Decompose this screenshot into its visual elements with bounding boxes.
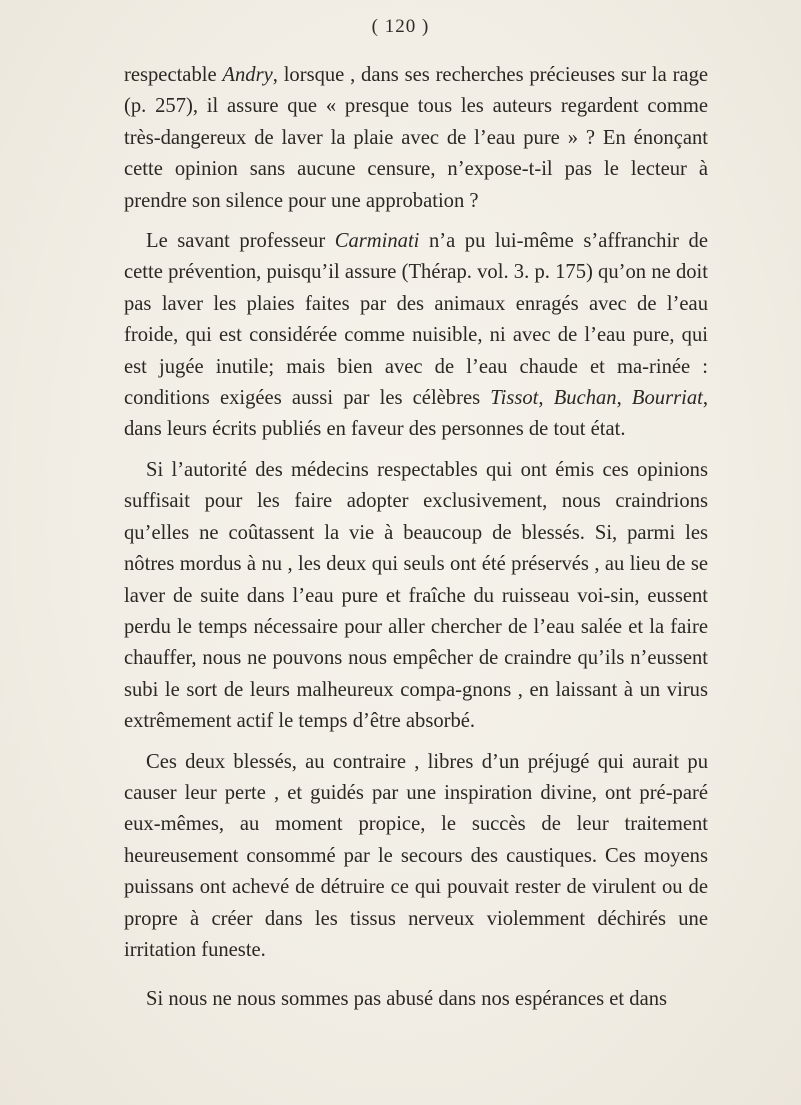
italic-name: Andry [222, 64, 273, 86]
body-text [124, 60, 708, 1025]
italic-name: Tissot [490, 387, 539, 410]
italic-name: Buchan [553, 387, 617, 410]
paragraph-1 [124, 60, 708, 217]
text-segment: Si l’autorité des médecins respectables qui ont émis ces opinions suffisait pour les faire adopter exclusivement, nous craindrions qu’elles ne coûtassent la vie à beaucoup de blessés. Si, parmi les nôtres mordus à nu , les deux qui seuls ont été préservés , au lieu de se laver de suite dans l’eau pure et fraîche du ruisseau voi-sin, eussent perdu le temps nécessaire pour aller chercher de l’eau salée et la faire chauffer, nous ne pouvons nous empêcher de craindre qu’ils n’eussent subi le sort de leurs malheureux compa-gnons , en laissant à un virus extrêmement actif le temps d’être absorbé. [124, 458, 708, 733]
page-number: ( 120 ) [371, 16, 430, 37]
italic-name: Carminati [334, 230, 420, 253]
text-segment: , [538, 387, 554, 410]
text-segment: , dans leurs écrits publiés en faveur des personnes de tout état. [124, 387, 709, 441]
text-segment: Ces deux blessés, au contraire , libres d’un préjugé qui aurait pu causer leur perte , et guidés par une inspiration divine, ont pré-paré eux-mêmes, au moment propice, le succès de leur traitement heureusement consommé par le secours des caustiques. Ces moyens puissans ont achevé de détruire ce qui pouvait rester de virulent ou de propre à créer dans les tissus nerveux violemment déchirés une irritation funeste. [124, 750, 708, 961]
text-segment: Si nous ne nous sommes pas abusé dans nos espérances et dans [146, 988, 668, 1011]
text-segment: , [616, 387, 632, 410]
paragraph-5 [124, 984, 708, 1015]
paragraph-3 [124, 455, 708, 738]
text-segment: Le savant professeur [146, 230, 335, 253]
italic-name: Bourriat [631, 387, 703, 410]
text-segment: , lorsque , dans ses recherches précieuses sur la rage (p. 257), il assure que « presque tous les auteurs regardent comme très-dangereux de laver la plaie avec de l’eau pure » ? En énonçant cette opinion sans aucune censure, n’expose-t-il pas le lecteur à prendre son silence pour une approbation ? [124, 64, 709, 212]
paragraph-2 [124, 226, 708, 446]
text-segment: respectable [124, 64, 223, 86]
text-segment: n’a pu lui-même s’affranchir de cette prévention, puisqu’il assure (Thérap. vol. 3. p. 175) qu’on ne doit pas laver les plaies faites par des animaux enragés avec de l’eau froide, qui est considérée comme nuisible, ni avec de l’eau pure, qui est jugée inutile; mais bien avec de l’eau chaude et ma-rinée : conditions exigées aussi par les célèbres [124, 230, 708, 410]
paragraph-4 [124, 747, 708, 967]
